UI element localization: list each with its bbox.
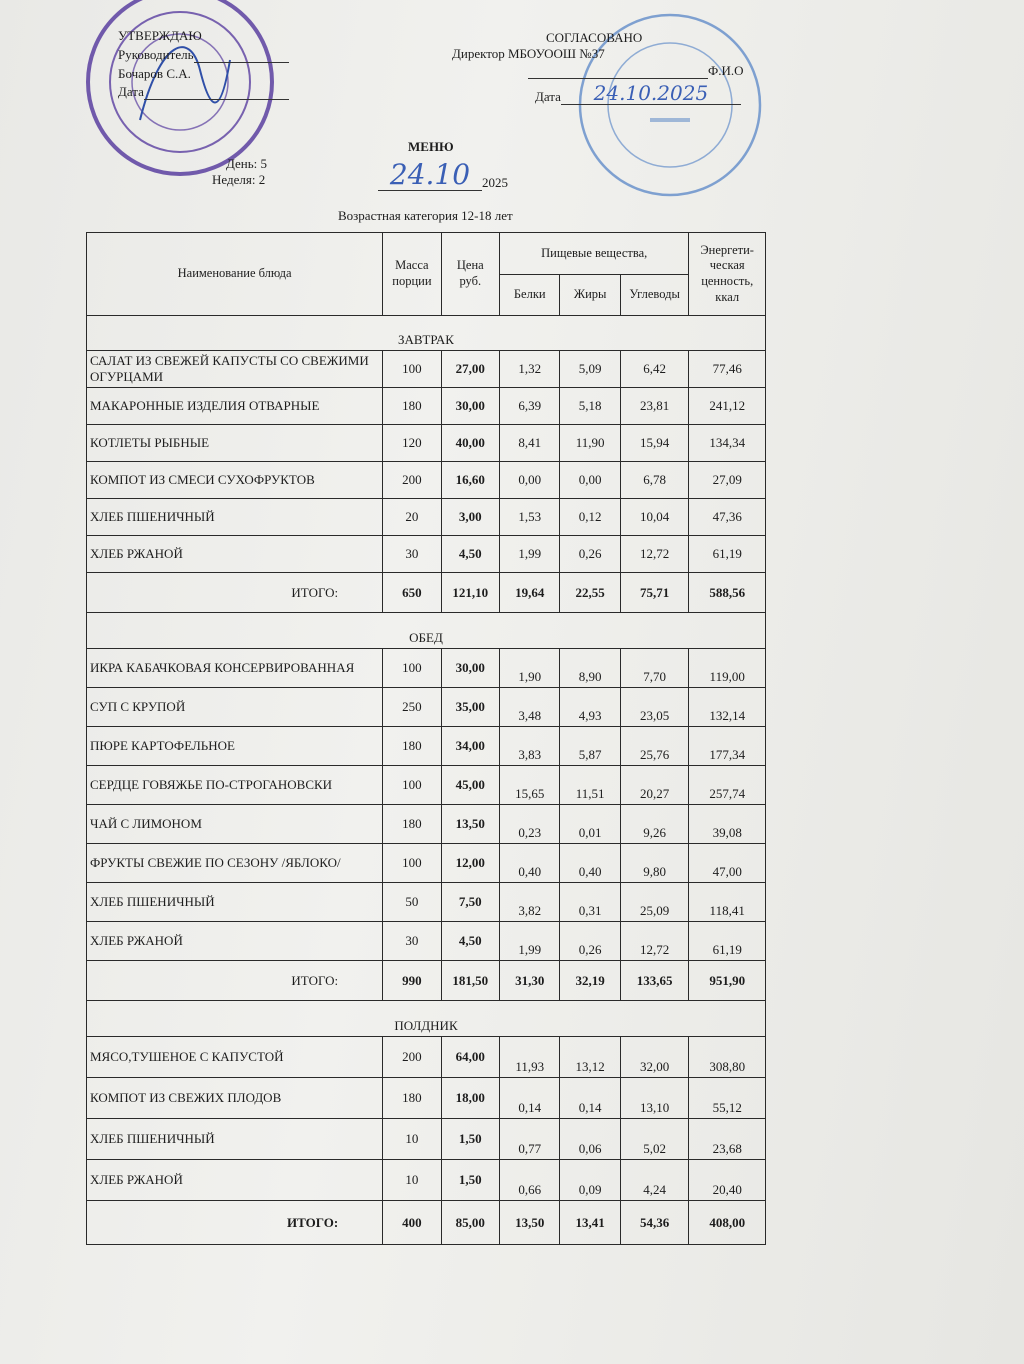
table-row (87, 1037, 766, 1078)
portion-mass: 100 (383, 766, 441, 805)
total-label: ИТОГО: (87, 961, 383, 1001)
protein: 8,41 (500, 425, 560, 462)
day-number: День: 5 (226, 156, 268, 171)
fat: 13,12 (560, 1037, 620, 1078)
energy: 27,09 (689, 462, 766, 499)
col-header-nutrients: Пищевые вещества, (500, 233, 689, 275)
total-energy: 951,90 (689, 961, 766, 1001)
agreed-date-label: Дата (535, 89, 561, 104)
carbs: 12,72 (620, 922, 689, 961)
energy: 77,46 (689, 351, 766, 388)
table-row (87, 688, 766, 727)
fat: 5,87 (560, 727, 620, 766)
table-row (87, 649, 766, 688)
dish-name: ХЛЕБ РЖАНОЙ (87, 536, 383, 573)
total-carbs: 133,65 (620, 961, 689, 1001)
carbs: 10,04 (620, 499, 689, 536)
portion-mass: 180 (383, 727, 441, 766)
menu-year: 2025 (482, 175, 508, 190)
dish-name: ХЛЕБ ПШЕНИЧНЫЙ (87, 883, 383, 922)
price: 12,00 (441, 844, 499, 883)
protein: 3,48 (500, 688, 560, 727)
agreed-fio (528, 63, 744, 79)
price: 45,00 (441, 766, 499, 805)
table-row (87, 1160, 766, 1201)
price: 13,50 (441, 805, 499, 844)
energy: 119,00 (689, 649, 766, 688)
table-row (87, 805, 766, 844)
menu-table (86, 232, 766, 1245)
energy: 61,19 (689, 536, 766, 573)
approve-date-label: Дата (118, 84, 144, 99)
table-row (87, 499, 766, 536)
section-header (87, 316, 766, 351)
section-header (87, 1001, 766, 1037)
total-label: ИТОГО: (87, 573, 383, 613)
portion-mass: 30 (383, 536, 441, 573)
protein: 1,99 (500, 922, 560, 961)
protein: 3,83 (500, 727, 560, 766)
col-header-name: Наименование блюда (87, 233, 383, 316)
total-fat: 22,55 (560, 573, 620, 613)
protein: 6,39 (500, 388, 560, 425)
col-header-energy: Энергети-ческая ценность, ккал (689, 233, 766, 316)
protein: 3,82 (500, 883, 560, 922)
dish-name: КОМПОТ ИЗ СМЕСИ СУХОФРУКТОВ (87, 462, 383, 499)
total-carbs: 75,71 (620, 573, 689, 613)
total-energy: 408,00 (689, 1201, 766, 1245)
carbs: 13,10 (620, 1078, 689, 1119)
dish-name: МАКАРОННЫЕ ИЗДЕЛИЯ ОТВАРНЫЕ (87, 388, 383, 425)
price: 3,00 (441, 499, 499, 536)
dish-name: ХЛЕБ ПШЕНИЧНЫЙ (87, 499, 383, 536)
price: 1,50 (441, 1160, 499, 1201)
fat: 0,26 (560, 922, 620, 961)
energy: 132,14 (689, 688, 766, 727)
protein: 1,99 (500, 536, 560, 573)
agreed-date-handwritten: 24.10.2025 (561, 82, 741, 105)
price: 4,50 (441, 922, 499, 961)
portion-mass: 30 (383, 922, 441, 961)
price: 18,00 (441, 1078, 499, 1119)
price: 27,00 (441, 351, 499, 388)
portion-mass: 20 (383, 499, 441, 536)
total-label: ИТОГО: (87, 1201, 383, 1245)
dish-name: САЛАТ ИЗ СВЕЖЕЙ КАПУСТЫ СО СВЕЖИМИ ОГУРЦАМИ (87, 351, 383, 388)
dish-name: СЕРДЦЕ ГОВЯЖЬЕ ПО-СТРОГАНОВСКИ (87, 766, 383, 805)
section-title: ПОЛДНИК (87, 1001, 766, 1037)
fat: 5,09 (560, 351, 620, 388)
price: 4,50 (441, 536, 499, 573)
carbs: 5,02 (620, 1119, 689, 1160)
carbs: 6,42 (620, 351, 689, 388)
total-fat: 32,19 (560, 961, 620, 1001)
energy: 118,41 (689, 883, 766, 922)
total-portion-mass: 400 (383, 1201, 441, 1245)
protein: 1,90 (500, 649, 560, 688)
total-row (87, 1201, 766, 1245)
energy: 61,19 (689, 922, 766, 961)
portion-mass: 180 (383, 388, 441, 425)
approve-role-label: Руководитель (118, 47, 194, 62)
menu-title: МЕНЮ (408, 139, 454, 154)
fat: 4,93 (560, 688, 620, 727)
protein: 0,66 (500, 1160, 560, 1201)
dish-name: КОМПОТ ИЗ СВЕЖИХ ПЛОДОВ (87, 1078, 383, 1119)
menu-date (378, 160, 508, 191)
total-portion-mass: 990 (383, 961, 441, 1001)
energy: 23,68 (689, 1119, 766, 1160)
dish-name: ХЛЕБ РЖАНОЙ (87, 1160, 383, 1201)
table-row (87, 1119, 766, 1160)
energy: 47,00 (689, 844, 766, 883)
section-title: ОБЕД (87, 613, 766, 649)
col-header-carbs: Углеводы (620, 275, 689, 316)
section-header (87, 613, 766, 649)
fat: 11,90 (560, 425, 620, 462)
section-title: ЗАВТРАК (87, 316, 766, 351)
dish-name: ХЛЕБ ПШЕНИЧНЫЙ (87, 1119, 383, 1160)
price: 40,00 (441, 425, 499, 462)
carbs: 4,24 (620, 1160, 689, 1201)
total-row (87, 961, 766, 1001)
fat: 5,18 (560, 388, 620, 425)
protein: 1,32 (500, 351, 560, 388)
price: 1,50 (441, 1119, 499, 1160)
portion-mass: 100 (383, 844, 441, 883)
protein: 0,00 (500, 462, 560, 499)
agreed-date (535, 82, 741, 105)
fio-label: Ф.И.О (708, 63, 744, 78)
fat: 0,31 (560, 883, 620, 922)
portion-mass: 100 (383, 351, 441, 388)
table-row (87, 844, 766, 883)
total-fat: 13,41 (560, 1201, 620, 1245)
portion-mass: 200 (383, 1037, 441, 1078)
price: 30,00 (441, 388, 499, 425)
portion-mass: 10 (383, 1119, 441, 1160)
table-row (87, 536, 766, 573)
menu-table-body (87, 316, 766, 1245)
col-header-price: Цена руб. (441, 233, 499, 316)
menu-date-handwritten: 24.10 (378, 160, 482, 191)
carbs: 20,27 (620, 766, 689, 805)
approve-date (118, 84, 289, 100)
total-price: 181,50 (441, 961, 499, 1001)
total-price: 121,10 (441, 573, 499, 613)
protein: 0,40 (500, 844, 560, 883)
fat: 0,01 (560, 805, 620, 844)
total-price: 85,00 (441, 1201, 499, 1245)
carbs: 7,70 (620, 649, 689, 688)
protein: 1,53 (500, 499, 560, 536)
date-line (144, 99, 289, 100)
energy: 134,34 (689, 425, 766, 462)
fat: 0,40 (560, 844, 620, 883)
fio-line (528, 78, 708, 79)
approve-role (118, 47, 289, 63)
approve-title: УТВЕРЖДАЮ (118, 28, 202, 43)
fat: 0,12 (560, 499, 620, 536)
protein: 0,14 (500, 1078, 560, 1119)
price: 30,00 (441, 649, 499, 688)
col-header-mass: Масса порции (383, 233, 441, 316)
fat: 11,51 (560, 766, 620, 805)
carbs: 23,05 (620, 688, 689, 727)
fat: 0,00 (560, 462, 620, 499)
portion-mass: 250 (383, 688, 441, 727)
portion-mass: 120 (383, 425, 441, 462)
table-row (87, 425, 766, 462)
carbs: 12,72 (620, 536, 689, 573)
energy: 241,12 (689, 388, 766, 425)
protein: 11,93 (500, 1037, 560, 1078)
table-row (87, 462, 766, 499)
protein: 15,65 (500, 766, 560, 805)
dish-name: ХЛЕБ РЖАНОЙ (87, 922, 383, 961)
table-row (87, 883, 766, 922)
dish-name: ФРУКТЫ СВЕЖИЕ ПО СЕЗОНУ /ЯБЛОКО/ (87, 844, 383, 883)
fat: 0,09 (560, 1160, 620, 1201)
table-row (87, 388, 766, 425)
col-header-fat: Жиры (560, 275, 620, 316)
total-protein: 19,64 (500, 573, 560, 613)
carbs: 32,00 (620, 1037, 689, 1078)
fat: 0,26 (560, 536, 620, 573)
carbs: 9,26 (620, 805, 689, 844)
total-protein: 13,50 (500, 1201, 560, 1245)
total-protein: 31,30 (500, 961, 560, 1001)
carbs: 23,81 (620, 388, 689, 425)
approve-name: Бочаров С.А. (118, 66, 191, 81)
price: 7,50 (441, 883, 499, 922)
table-row (87, 351, 766, 388)
fat: 0,06 (560, 1119, 620, 1160)
energy: 55,12 (689, 1078, 766, 1119)
total-row (87, 573, 766, 613)
carbs: 6,78 (620, 462, 689, 499)
age-category: Возрастная категория 12-18 лет (338, 208, 513, 223)
energy: 47,36 (689, 499, 766, 536)
portion-mass: 180 (383, 1078, 441, 1119)
portion-mass: 10 (383, 1160, 441, 1201)
total-energy: 588,56 (689, 573, 766, 613)
dish-name: ИКРА КАБАЧКОВАЯ КОНСЕРВИРОВАННАЯ (87, 649, 383, 688)
portion-mass: 100 (383, 649, 441, 688)
carbs: 25,09 (620, 883, 689, 922)
agreed-title: СОГЛАСОВАНО (546, 30, 643, 45)
table-row (87, 727, 766, 766)
energy: 257,74 (689, 766, 766, 805)
dish-name: СУП С КРУПОЙ (87, 688, 383, 727)
dish-name: МЯСО,ТУШЕНОЕ С КАПУСТОЙ (87, 1037, 383, 1078)
fat: 8,90 (560, 649, 620, 688)
protein: 0,23 (500, 805, 560, 844)
dish-name: ПЮРЕ КАРТОФЕЛЬНОЕ (87, 727, 383, 766)
table-row (87, 1078, 766, 1119)
dish-name: ЧАЙ С ЛИМОНОМ (87, 805, 383, 844)
carbs: 9,80 (620, 844, 689, 883)
table-row (87, 766, 766, 805)
total-carbs: 54,36 (620, 1201, 689, 1245)
carbs: 15,94 (620, 425, 689, 462)
agreed-role: Директор МБОУООШ №37 (452, 46, 605, 61)
energy: 308,80 (689, 1037, 766, 1078)
price: 16,60 (441, 462, 499, 499)
dish-name: КОТЛЕТЫ РЫБНЫЕ (87, 425, 383, 462)
total-portion-mass: 650 (383, 573, 441, 613)
energy: 20,40 (689, 1160, 766, 1201)
price: 34,00 (441, 727, 499, 766)
protein: 0,77 (500, 1119, 560, 1160)
portion-mass: 50 (383, 883, 441, 922)
portion-mass: 200 (383, 462, 441, 499)
price: 35,00 (441, 688, 499, 727)
portion-mass: 180 (383, 805, 441, 844)
fat: 0,14 (560, 1078, 620, 1119)
week-number: Неделя: 2 (212, 172, 266, 187)
carbs: 25,76 (620, 727, 689, 766)
energy: 177,34 (689, 727, 766, 766)
table-row (87, 922, 766, 961)
price: 64,00 (441, 1037, 499, 1078)
energy: 39,08 (689, 805, 766, 844)
col-header-protein: Белки (500, 275, 560, 316)
signature-line (194, 62, 289, 63)
